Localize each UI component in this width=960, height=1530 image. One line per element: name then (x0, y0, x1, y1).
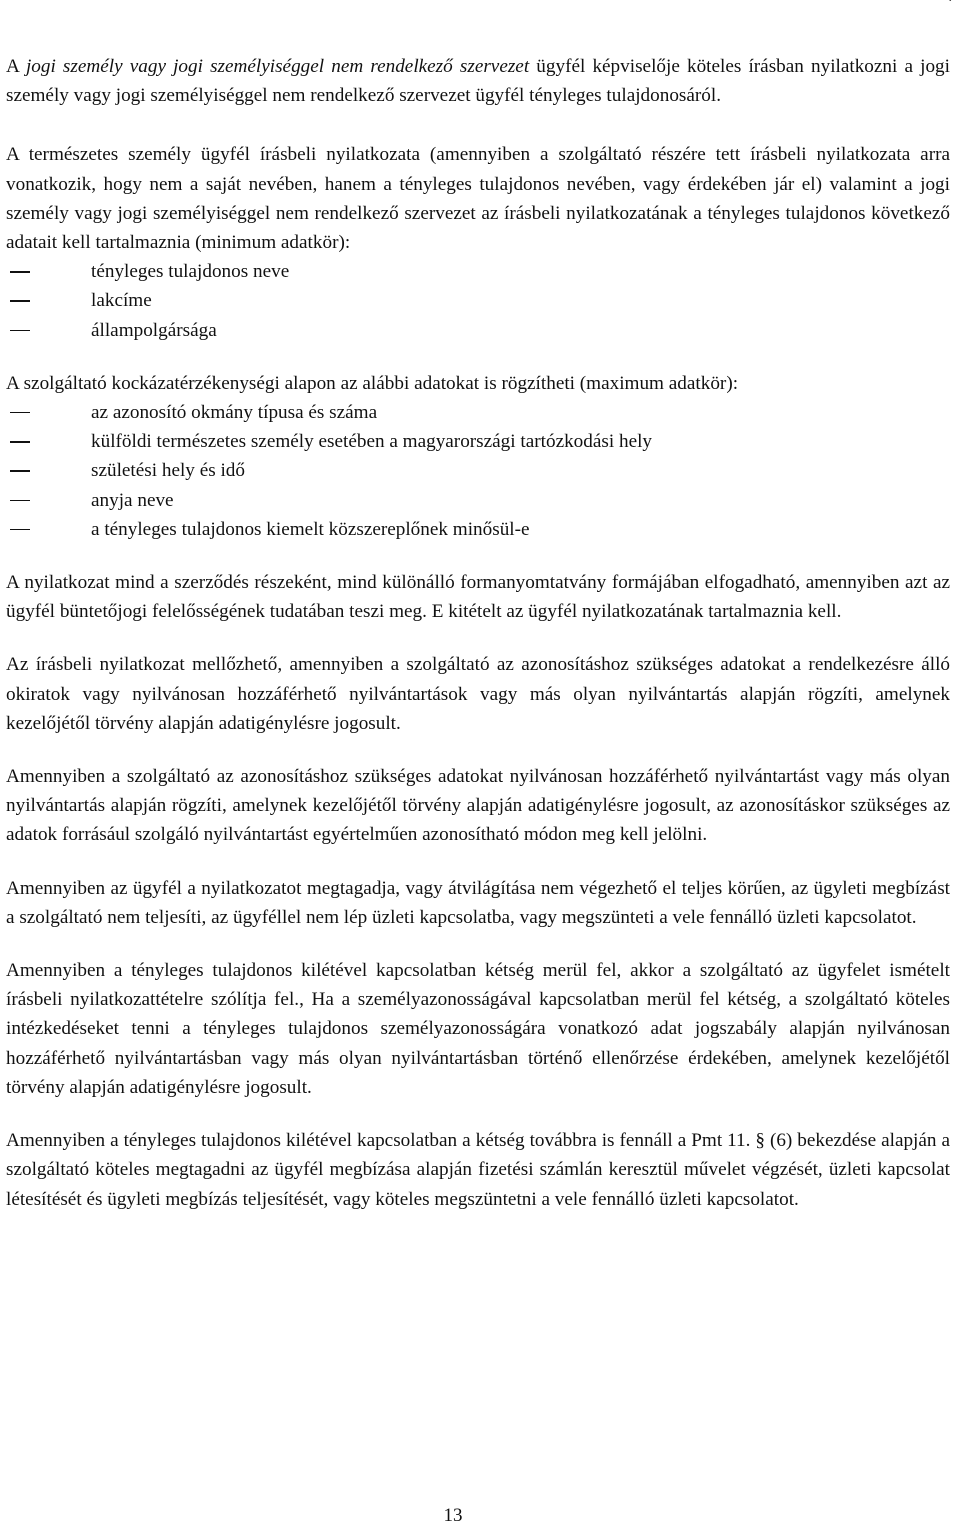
list-item-text: a tényleges tulajdonos kiemelt közszereplőnek minősül-e (91, 518, 530, 540)
maximum-data-list (6, 398, 950, 544)
paragraph-legal-entity-rest: ügyfél képviselője köteles írásban nyilatkozni a jogi személy vagy jogi személyiséggel nem rendelkező szervezet ügyfél tényleges tulajdonosáról. (6, 56, 950, 107)
list-item (6, 257, 950, 286)
paragraph-declaration-form: A nyilatkozat mind a szerződés részeként, mind különálló formanyomtatvány formájában elfogadható, amennyiben azt az ügyfél büntetőjogi felelősségének tudatában teszi meg. E kitételt az ügyfél nyilatkozatának tartalmaznia kell. (6, 572, 950, 623)
dash-bullet-icon (10, 300, 30, 301)
list-item (6, 286, 950, 315)
list-item-text: állampolgársága (91, 319, 217, 341)
dash-bullet-icon (10, 500, 30, 501)
paragraph-risk-based: A szolgáltató kockázatérzékenységi alapon az alábbi adatokat is rögzítheti (maximum adatkör): (6, 372, 739, 394)
list-item-text: anyja neve (91, 489, 174, 511)
list-item (6, 515, 950, 544)
dash-bullet-icon (10, 412, 30, 413)
list-item (6, 456, 950, 485)
list-item (6, 316, 950, 345)
list-item-text: születési hely és idő (91, 460, 245, 482)
dash-bullet-icon (10, 330, 30, 331)
dash-bullet-icon (10, 529, 30, 530)
paragraph-persisting-doubt: Amennyiben a tényleges tulajdonos kilétével kapcsolatban a kétség továbbra is fennáll a Pmt 11. § (6) bekezdése alapján a szolgáltató köteles megtagadni az ügyfél megbízása alapján fizetési számlán keresztül művelet végzését, üzleti kapcsolat létesítését és ügyleti megbízás teljesítését, vagy köteles megszüntetni a vele fennálló üzleti kapcsolatot. (6, 1130, 950, 1210)
dash-bullet-icon (10, 441, 30, 442)
corner-mark (949, 0, 953, 6)
dash-bullet-icon (10, 470, 30, 471)
list-item-text: az azonosító okmány típusa és száma (91, 402, 378, 424)
list-item-text: tényleges tulajdonos neve (91, 261, 290, 283)
paragraph-doubt-owner: Amennyiben a tényleges tulajdonos kilétével kapcsolatban kétség merül fel, akkor a szolgáltató az ügyfelet ismételt írásbeli nyilatkozattételre szólítja fel., Ha a személyazonosságával kapcsolatban merül fel kétség, a szolgáltató köteles intézkedéseket tenni a tényleges tulajdonos személyazonosságára vonatkozó adat jogszabály alapján nyilvánosan hozzáférhető nyilvántartásban vagy más olyan nyilvántartásban történő ellenőrzése érdekében, amelynek kezelőjétől törvény alapján adatigénylésre jogosult. (6, 960, 950, 1098)
page-number: 13 (443, 1505, 463, 1526)
legal-entity-term: jogi személy vagy jogi személyiséggel nem rendelkező szervezet (25, 56, 530, 77)
list-item (6, 427, 950, 456)
paragraph-refusal: Amennyiben az ügyfél a nyilatkozatot megtagadja, vagy átvilágítása nem végezhető el teljes körűen, az ügyleti megbízást a szolgáltató nem teljesíti, az ügyféllel nem lép üzleti kapcsolatba, vagy megszünteti a vele fennálló üzleti kapcsolatot. (6, 877, 950, 928)
minimum-data-list (6, 257, 950, 345)
paragraph-registry-source: Amennyiben a szolgáltató az azonosításhoz szükséges adatokat nyilvánosan hozzáférhető nyilvántartást vagy más olyan nyilvántartás alapján rögzíti, amelynek kezelőjétől törvény alapján adatigénylésre jogosult, az azonosításkor szükséges az adatok forrásául szolgáló nyilvántartást egyértelműen azonosítható módon meg kell jelölni. (6, 766, 950, 846)
list-item (6, 486, 950, 515)
paragraph-legal-entity (6, 52, 950, 110)
paragraph-declaration-omitted: Az írásbeli nyilatkozat mellőzhető, amennyiben a szolgáltató az azonosításhoz szükséges adatokat a rendelkezésre álló okiratok vagy nyilvánosan hozzáférhető nyilvántartások vagy más olyan nyilvántartás alapján rögzíti, amelynek kezelőjétől törvény alapján adatigénylésre jogosult. (6, 654, 950, 734)
paragraph-natural-person: A természetes személy ügyfél írásbeli nyilatkozata (amennyiben a szolgáltató részére tett írásbeli nyilatkozata arra vonatkozik, hogy nem a saját nevében, hanem a tényleges tulajdonos nevében, vagy érdekében jár el) valamint a jogi személy vagy jogi személyiséggel nem rendelkező szervezet az írásbeli nyilatkozatának a tényleges tulajdonos következő adatait kell tartalmaznia (minimum adatkör): (6, 144, 950, 254)
dash-bullet-icon (10, 271, 30, 272)
document-page (6, 52, 950, 1214)
paragraph-legal-entity-lead: A (6, 56, 26, 77)
list-item-text: külföldi természetes személy esetében a magyarországi tartózkodási hely (91, 431, 653, 453)
list-item-text: lakcíme (91, 290, 152, 312)
list-item (6, 398, 950, 427)
